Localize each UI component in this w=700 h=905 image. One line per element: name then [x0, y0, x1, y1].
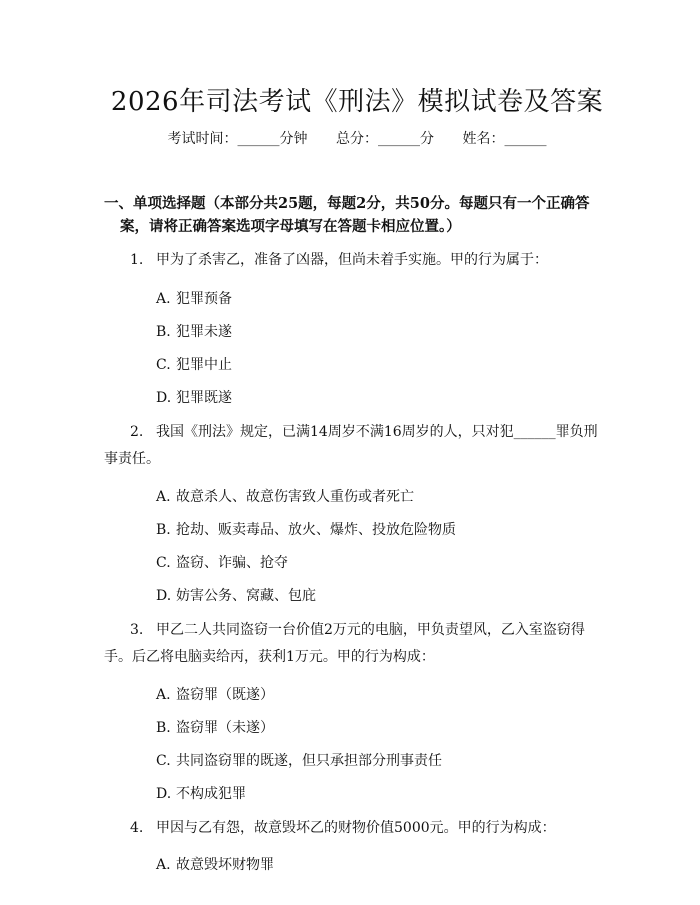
option-a: [104, 289, 610, 309]
option-d: [104, 784, 610, 804]
exam-info-line: [104, 129, 610, 149]
option-text: 不构成犯罪: [176, 786, 246, 802]
question-text: 甲因与乙有怨，故意毁坏乙的财物价值5000元。甲的行为构成：: [156, 820, 556, 836]
question-1: [104, 247, 610, 408]
option-text: 故意杀人、故意伤害致人重伤或者死亡: [176, 489, 414, 505]
option-letter: C.: [156, 753, 171, 769]
option-b: [104, 322, 610, 342]
section-heading-line-2: 案，请将正确答案选项字母填写在答题卡相应位置。）: [120, 218, 461, 235]
option-text: 故意毁坏财物罪: [176, 857, 274, 873]
question-4: [104, 815, 610, 875]
option-letter: A.: [156, 687, 171, 703]
option-b: [104, 520, 610, 540]
option-d: [104, 586, 610, 606]
option-letter: A.: [156, 489, 171, 505]
option-letter: B.: [156, 522, 171, 538]
option-text: 犯罪预备: [176, 291, 232, 307]
option-letter: D.: [156, 786, 172, 802]
option-text: 妨害公务、窝藏、包庇: [176, 588, 316, 604]
option-text: 犯罪中止: [176, 357, 232, 373]
option-letter: D.: [156, 588, 172, 604]
question-number: 2.: [130, 424, 144, 440]
option-letter: C.: [156, 555, 171, 571]
option-text: 盗窃、诈骗、抢夺: [176, 555, 288, 571]
option-a: [104, 855, 610, 875]
total-score-field: 总分：______分: [336, 131, 434, 147]
option-letter: B.: [156, 324, 171, 340]
option-letter: D.: [156, 390, 172, 406]
question-number: 1.: [130, 252, 144, 268]
question-stem: [104, 419, 610, 473]
option-letter: A.: [156, 291, 171, 307]
name-field: 姓名：______: [462, 131, 547, 147]
question-stem: [104, 247, 610, 274]
question-stem: [104, 617, 610, 671]
option-text: 盗窃罪（既遂）: [176, 687, 274, 703]
option-letter: A.: [156, 857, 171, 873]
option-a: [104, 487, 610, 507]
option-text: 犯罪既遂: [176, 390, 232, 406]
option-letter: C.: [156, 357, 171, 373]
option-a: [104, 685, 610, 705]
option-c: [104, 751, 610, 771]
option-text: 共同盗窃罪的既遂，但只承担部分刑事责任: [176, 753, 442, 769]
question-stem: [104, 815, 610, 842]
option-b: [104, 718, 610, 738]
section-heading-single-choice: [104, 192, 610, 238]
option-text: 犯罪未遂: [176, 324, 232, 340]
question-text: 甲乙二人共同盗窃一台价值2万元的电脑，甲负责望风，乙入室盗窃得手。后乙将电脑卖给丙，获利1万元。甲的行为构成：: [104, 622, 585, 665]
question-2: [104, 419, 610, 606]
option-text: 盗窃罪（未遂）: [176, 720, 274, 736]
question-3: [104, 617, 610, 804]
option-letter: B.: [156, 720, 171, 736]
question-number: 3.: [130, 622, 144, 638]
question-text: 甲为了杀害乙，准备了凶器，但尚未着手实施。甲的行为属于：: [156, 252, 548, 268]
exam-time-field: 考试时间：______分钟: [167, 131, 308, 147]
section-heading-line-1: 一、单项选择题（本部分共25题，每题2分，共50分。每题只有一个正确答: [104, 195, 590, 212]
option-c: [104, 355, 610, 375]
option-text: 抢劫、贩卖毒品、放火、爆炸、投放危险物质: [176, 522, 456, 538]
exam-title: 2026年司法考试《刑法》模拟试卷及答案: [110, 87, 604, 117]
question-number: 4.: [130, 820, 144, 836]
option-c: [104, 553, 610, 573]
question-text: 我国《刑法》规定，已满14周岁不满16周岁的人，只对犯______罪负刑事责任。: [104, 424, 598, 467]
option-d: [104, 388, 610, 408]
